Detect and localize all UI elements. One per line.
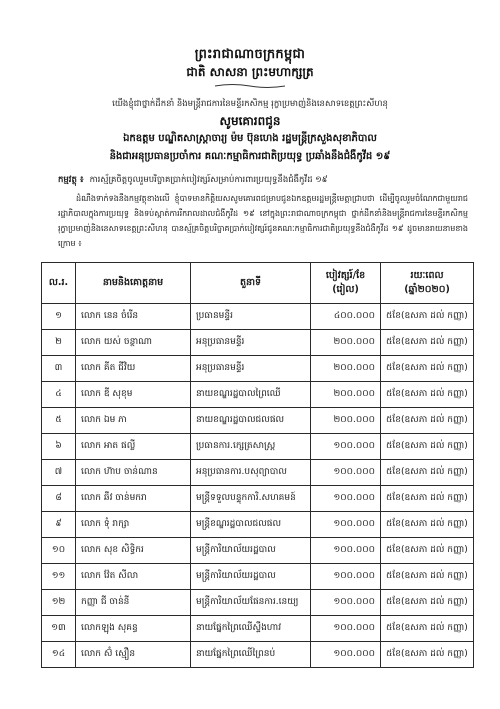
row-amount: ២០០.០០០ [311,382,381,408]
row-name: លោក សុខ សិទ្ធិករ [76,538,191,564]
row-name: លោក ហ៊ាប ចាន់ណាន [76,460,191,486]
row-number: ១៤ [42,642,76,668]
row-amount: ១០០.០០០ [311,642,381,668]
table-row [42,434,474,460]
row-name: លោក នេន ចំរើន [76,304,191,330]
row-position: មន្ត្រីការិយាល័យផែនការ.នេយ្យ [191,590,311,616]
row-position: មន្ត្រីការិយាល័យរដ្ឋបាល [191,564,311,590]
respectfully-to: សូមគោរពជូន [219,114,281,128]
table-row [42,642,474,668]
row-amount: ២០០.០០០ [311,356,381,382]
row-duration: ៥ខែ(ឧសភា ដល់ កញ្ញា) [381,564,474,590]
header-salary [311,263,381,304]
sender-line: យើងខ្ញុំជាថ្នាក់ដឹកនាំ និងមន្ត្រីរាជការនៃមន្ទីរកសិកម្ម រុក្ខាប្រមាញ់និងនេសាទខេត្តព្រះសីហនុ [112,99,388,109]
subject-text: ការស្ម័គ្រចិត្តចូលរួមបរិច្ចាគប្រាក់បៀវត្សរ៍សម្រាប់ការពារប្រយុទ្ធនឹងជំងឺកូវីដ ១៩ [89,175,328,185]
header-duration-line1: រយៈពេល [410,270,444,281]
subject-label: កម្មវត្ថុ ៖ [58,175,84,185]
row-number: ៩ [42,512,76,538]
table-row [42,356,474,382]
body-text: ដំណឹងទាក់ទងនឹងកម្មវត្ថុខាងលើ ខ្ញុំបាទមានកិត្តិយសសូមគោរពជម្រាបជូនឯកឧត្តមរដ្ឋមន្ត្រីមេត្តាជ្រាបថា ដើម្បីចូលរួមចំណែកជាមួយរាជរដ្ឋាភិបាលក្នុងការប្រយុទ្ធ និងទប់ស្កាត់ការរីករាលដាលជំងឺកូវីដ ១៩ នៅក្នុងព្រះរាជាណាចក្រកម្ពុជា ថ្នាក់ដឹកនាំនិងមន្ត្រីរាជការនៃមន្ទីរកសិកម្មរុក្ខាប្រមាញ់និងនេសាទខេត្តព្រះសីហនុ បានស្ម័គ្រចិត្តបរិច្ចាគប្រាក់បៀវត្សរ៍ជូនគណៈកម្មាធិការជាតិប្រយុទ្ធនឹងជំងឺកូវីដ ១៩ ដូចមានរាយនាមខាងក្រោម ៖ [58,194,468,248]
row-position: នាយផ្នែកព្រៃឈើស្ទឹងហាវ [191,616,311,642]
row-position: អនុប្រធានមន្ទីរ [191,330,311,356]
row-duration: ៥ខែ(ឧសភា ដល់ កញ្ញា) [381,460,474,486]
row-position: មន្ត្រីការិយាល័យរដ្ឋបាល [191,538,311,564]
row-duration: ៥ខែ(ឧសភា ដល់ កញ្ញា) [381,642,474,668]
row-amount: ១០០.០០០ [311,460,381,486]
table-row [42,564,474,590]
row-name: លោក ស៊ំ ស្មឿន [76,642,191,668]
ornamental-divider [215,83,285,85]
row-number: ១២ [42,590,76,616]
row-duration: ៥ខែ(ឧសភា ដល់ កញ្ញា) [381,356,474,382]
row-duration: ៥ខែ(ឧសភា ដល់ កញ្ញា) [381,304,474,330]
row-name: លោក ឯម ភា [76,408,191,434]
header-no: ល.រ. [42,263,76,304]
table-row [42,330,474,356]
table-row [42,304,474,330]
header-duration [381,263,474,304]
row-position: ប្រធានការ.ក្សេត្រសាស្ត្រ [191,434,311,460]
row-position: នាយខណ្ឌរដ្ឋបាលជលផល [191,408,311,434]
row-amount: ១០០.០០០ [311,486,381,512]
row-position: មន្ត្រីខណ្ឌរដ្ឋបាលជលផល [191,512,311,538]
row-number: ១០ [42,538,76,564]
row-number: ៣ [42,356,76,382]
row-position: នាយផ្នែកព្រៃឈើព្រៃនប់ [191,642,311,668]
national-motto: ជាតិ សាសនា ព្រះមហាក្សត្រ [186,65,314,79]
row-name: លោក ឆឹវ ចាន់មករា [76,486,191,512]
row-name: លោក ទុំ រាក្សា [76,512,191,538]
header-name: នាមនិងគោត្តនាម [76,263,191,304]
table-row [42,460,474,486]
row-number: ៧ [42,460,76,486]
row-duration: ៥ខែ(ឧសភា ដល់ កញ្ញា) [381,512,474,538]
row-position: អនុប្រធានការ.បសុព្យាបាល [191,460,311,486]
row-number: ៦ [42,434,76,460]
row-amount: ១០០.០០០ [311,434,381,460]
row-number: ១៣ [42,616,76,642]
row-duration: ៥ខែ(ឧសភា ដល់ កញ្ញា) [381,408,474,434]
row-name: លោកឡុង សុគន្ធ [76,616,191,642]
recipient-line-2: និងជាអនុប្រធានប្រចាំការ គណៈកម្មាធិការជាតិប្រយុទ្ធ ប្រឆាំងនឹងជំងឺកូវីដ ១៩ [109,151,391,162]
row-amount: ៤០០.០០០ [311,304,381,330]
row-number: ៤ [42,382,76,408]
row-name: កញ្ញា ជី ចាន់នី [76,590,191,616]
header-salary-line1: បៀវត្សរ៍/ខែ [325,270,366,281]
row-number: ៨ [42,486,76,512]
row-number: ១១ [42,564,76,590]
table-row [42,486,474,512]
subject-line [58,175,468,187]
header-duration-line2: (ឆ្នាំ២០២០) [404,284,450,295]
row-duration: ៥ខែ(ឧសភា ដល់ កញ្ញា) [381,434,474,460]
row-name: លោក វ៉ែត សីលា [76,564,191,590]
header-position: តួនាទី [191,263,311,304]
row-duration: ៥ខែ(ឧសភា ដល់ កញ្ញា) [381,590,474,616]
row-number: ៥ [42,408,76,434]
row-amount: ១០០.០០០ [311,512,381,538]
row-amount: ១០០.០០០ [311,538,381,564]
row-duration: ៥ខែ(ឧសភា ដល់ កញ្ញា) [381,616,474,642]
row-duration: ៥ខែ(ឧសភា ដល់ កញ្ញា) [381,382,474,408]
row-amount: ១០០.០០០ [311,590,381,616]
row-duration: ៥ខែ(ឧសភា ដល់ កញ្ញា) [381,330,474,356]
row-name: លោក យស់ ចន្ថាណា [76,330,191,356]
row-duration: ៥ខែ(ឧសភា ដល់ កញ្ញា) [381,538,474,564]
row-name: លោក អាត ផល្លី [76,434,191,460]
table-row [42,538,474,564]
donation-table [41,262,474,668]
row-position: មន្ត្រីទទួលបន្ទុកការិ.សហគមន៍ [191,486,311,512]
header-salary-line2: (រៀល) [332,284,359,295]
row-amount: ២០០.០០០ [311,408,381,434]
row-number: ១ [42,304,76,330]
table-row [42,590,474,616]
recipient-line-1: ឯកឧត្តម បណ្ឌិតសាស្ត្រាចារ្យ ម៉ម ប៊ុនហេង រដ្ឋមន្ត្រីក្រសួងសុខាភិបាល [123,133,377,144]
row-amount: ១០០.០០០ [311,564,381,590]
row-position: អនុប្រធានមន្ទីរ [191,356,311,382]
kingdom-title: ព្រះរាជាណាចក្រកម្ពុជា [194,47,306,62]
body-paragraph [58,191,468,251]
row-position: ប្រធានមន្ទីរ [191,304,311,330]
row-amount: ១០០.០០០ [311,616,381,642]
table-header-row [42,263,474,304]
row-duration: ៥ខែ(ឧសភា ដល់ កញ្ញា) [381,486,474,512]
row-number: ២ [42,330,76,356]
table-row [42,616,474,642]
table-row [42,408,474,434]
row-amount: ២០០.០០០ [311,330,381,356]
row-position: នាយខណ្ឌរដ្ឋបាលព្រៃឈើ [191,382,311,408]
table-row [42,382,474,408]
row-name: លោក ឌី សុខុម [76,382,191,408]
row-name: លោក គីត ជីវិយ [76,356,191,382]
table-row [42,512,474,538]
